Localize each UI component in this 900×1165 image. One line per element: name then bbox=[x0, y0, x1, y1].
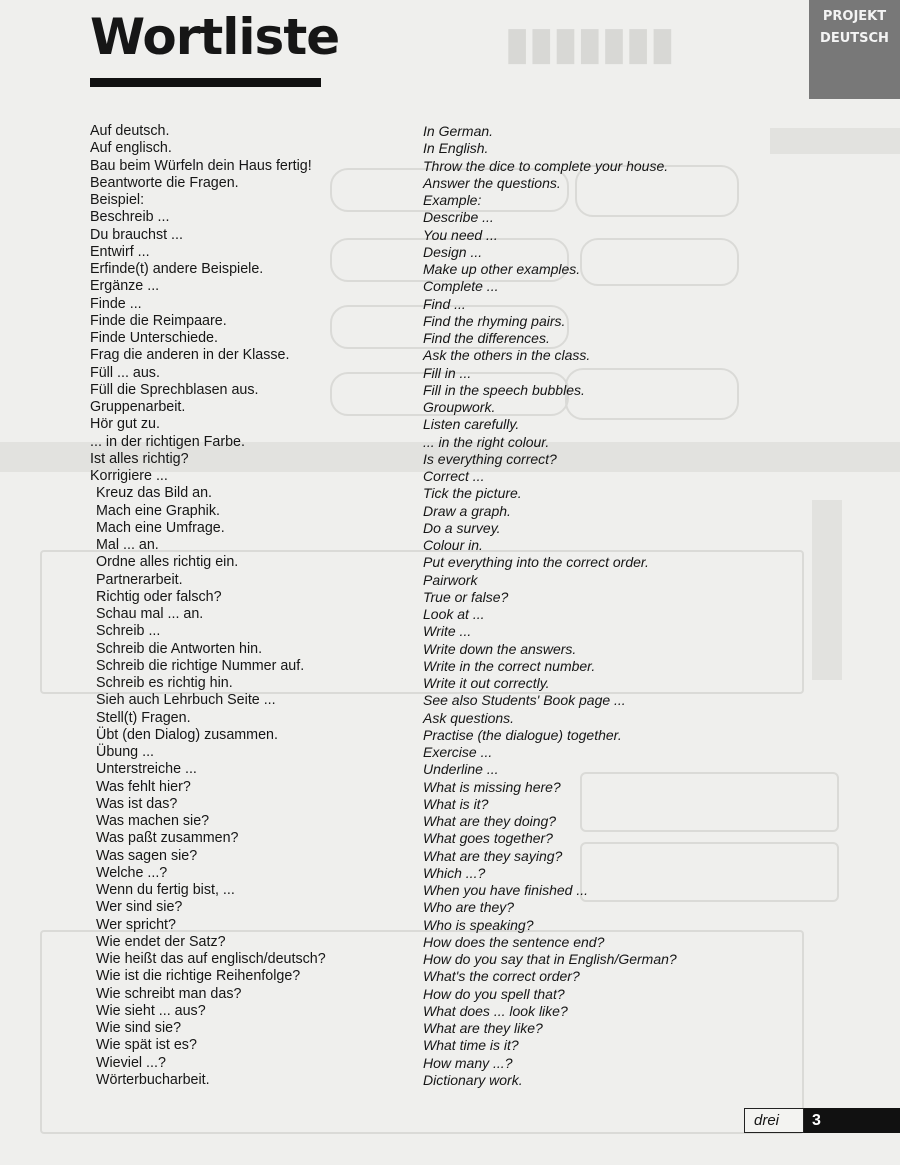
german-phrase: Wörterbucharbeit. bbox=[96, 1071, 210, 1088]
english-translation: How do you spell that? bbox=[423, 985, 565, 1002]
word-row bbox=[0, 675, 900, 692]
page-footer bbox=[744, 1108, 900, 1133]
word-row bbox=[0, 1072, 900, 1089]
english-translation: Correct ... bbox=[423, 468, 485, 484]
word-row bbox=[0, 830, 900, 847]
english-translation: Tick the picture. bbox=[423, 485, 522, 502]
german-phrase: Kreuz das Bild an. bbox=[96, 485, 213, 502]
english-translation: Write ... bbox=[423, 623, 472, 640]
english-translation: ... in the right colour. bbox=[423, 433, 550, 450]
english-translation: What is it? bbox=[423, 795, 489, 812]
word-row bbox=[0, 365, 900, 382]
english-translation: In German. bbox=[423, 123, 494, 139]
english-translation: Draw a graph. bbox=[423, 502, 511, 519]
german-phrase: Gruppenarbeit. bbox=[90, 399, 186, 415]
word-row bbox=[0, 848, 900, 865]
german-phrase: Hör gut zu. bbox=[90, 416, 160, 433]
word-row bbox=[0, 209, 900, 226]
english-translation: Write it out correctly. bbox=[423, 675, 550, 691]
german-phrase: Was paßt zusammen? bbox=[96, 830, 239, 847]
german-phrase: Übung ... bbox=[96, 744, 155, 760]
word-row bbox=[0, 503, 900, 520]
word-row bbox=[0, 520, 900, 537]
word-row bbox=[0, 554, 900, 571]
german-phrase: Übt (den Dialog) zusammen. bbox=[96, 726, 278, 743]
english-translation: Make up other examples. bbox=[423, 261, 581, 277]
english-translation: What goes together? bbox=[423, 830, 553, 847]
word-row bbox=[0, 382, 900, 399]
word-row bbox=[0, 330, 900, 347]
english-translation: Write down the answers. bbox=[423, 640, 577, 657]
word-row bbox=[0, 968, 900, 985]
german-phrase: Mal ... an. bbox=[96, 537, 159, 553]
english-translation: What does ... look like? bbox=[423, 1002, 568, 1019]
german-phrase: Bau beim Würfeln dein Haus fertig! bbox=[90, 157, 312, 174]
section-tab bbox=[809, 0, 900, 99]
german-phrase: Frag die anderen in der Klasse. bbox=[90, 347, 290, 364]
word-row bbox=[0, 451, 900, 468]
word-row bbox=[0, 623, 900, 640]
english-translation: What are they saying? bbox=[423, 847, 563, 864]
page-number-word: drei bbox=[744, 1108, 804, 1133]
english-translation: Complete ... bbox=[423, 278, 499, 295]
word-row bbox=[0, 692, 900, 709]
english-translation: Listen carefully. bbox=[423, 416, 520, 433]
german-phrase: Wenn du fertig bist, ... bbox=[96, 882, 235, 898]
german-phrase: Entwirf ... bbox=[90, 243, 150, 260]
german-phrase: Wie sieht ... aus? bbox=[96, 1002, 206, 1019]
english-translation: Example: bbox=[423, 192, 482, 208]
english-translation: Which ...? bbox=[423, 864, 486, 881]
german-phrase: Was fehlt hier? bbox=[96, 778, 191, 795]
english-translation: See also Students' Book page ... bbox=[423, 692, 626, 709]
english-translation: Colour in. bbox=[423, 537, 483, 553]
english-translation: Exercise ... bbox=[423, 744, 493, 760]
english-translation: Find the differences. bbox=[423, 330, 550, 346]
word-row bbox=[0, 572, 900, 589]
word-row bbox=[0, 227, 900, 244]
english-translation: How many ...? bbox=[423, 1054, 513, 1071]
german-phrase: Du brauchst ... bbox=[90, 226, 183, 243]
word-row bbox=[0, 537, 900, 554]
word-row bbox=[0, 744, 900, 761]
english-translation: What are they doing? bbox=[423, 813, 557, 829]
page-number: 3 bbox=[804, 1108, 900, 1133]
german-phrase: Ergänze ... bbox=[90, 278, 160, 295]
word-row bbox=[0, 158, 900, 175]
show-through-title: ▮▮▮▮▮▮▮ bbox=[505, 19, 675, 68]
german-phrase: Finde Unterschiede. bbox=[90, 330, 218, 346]
english-translation: Is everything correct? bbox=[423, 450, 557, 467]
word-row bbox=[0, 865, 900, 882]
german-phrase: Schreib es richtig hin. bbox=[96, 675, 233, 691]
english-translation: Who are they? bbox=[423, 899, 515, 916]
german-phrase: Korrigiere ... bbox=[90, 468, 168, 484]
german-phrase: Wie ist die richtige Reihenfolge? bbox=[96, 968, 301, 985]
english-translation: Look at ... bbox=[423, 606, 485, 622]
word-row bbox=[0, 416, 900, 433]
word-row bbox=[0, 658, 900, 675]
english-translation: Ask questions. bbox=[423, 709, 515, 726]
word-row bbox=[0, 1055, 900, 1072]
german-phrase: Wie sind sie? bbox=[96, 1020, 182, 1036]
german-phrase: Ist alles richtig? bbox=[90, 450, 189, 467]
german-phrase: Finde ... bbox=[90, 295, 142, 312]
english-translation: Pairwork bbox=[423, 571, 478, 588]
german-phrase: Richtig oder falsch? bbox=[96, 588, 222, 605]
english-translation: Groupwork. bbox=[423, 399, 496, 415]
english-translation: Underline ... bbox=[423, 761, 499, 778]
german-phrase: Wer spricht? bbox=[96, 916, 176, 933]
word-row bbox=[0, 917, 900, 934]
word-row bbox=[0, 399, 900, 416]
german-phrase: Beschreib ... bbox=[90, 209, 170, 226]
german-phrase: Auf deutsch. bbox=[90, 123, 170, 139]
english-translation: Find the rhyming pairs. bbox=[423, 312, 566, 329]
word-row bbox=[0, 779, 900, 796]
german-phrase: Wie spät ist es? bbox=[96, 1037, 197, 1054]
english-translation: When you have finished ... bbox=[423, 882, 588, 898]
word-row bbox=[0, 606, 900, 623]
english-translation: What's the correct order? bbox=[423, 968, 580, 985]
german-phrase: Welche ...? bbox=[96, 864, 168, 881]
english-translation: How do you say that in English/German? bbox=[423, 951, 677, 967]
english-translation: Answer the questions. bbox=[423, 174, 561, 191]
english-translation: What is missing here? bbox=[423, 778, 561, 795]
section-tab-label: PROJEKT DEUTSCH bbox=[820, 9, 889, 46]
word-row bbox=[0, 123, 900, 140]
english-translation: Fill in ... bbox=[423, 364, 472, 381]
german-phrase: Beispiel: bbox=[90, 192, 145, 208]
german-phrase: Unterstreiche ... bbox=[96, 761, 197, 778]
english-translation: Practise (the dialogue) together. bbox=[423, 726, 622, 743]
german-phrase: Wie endet der Satz? bbox=[96, 933, 226, 950]
german-phrase: Was sagen sie? bbox=[96, 847, 198, 864]
word-row bbox=[0, 468, 900, 485]
word-row bbox=[0, 434, 900, 451]
word-row bbox=[0, 192, 900, 209]
german-phrase: Ordne alles richtig ein. bbox=[96, 554, 239, 571]
word-row bbox=[0, 313, 900, 330]
german-phrase: Mach eine Graphik. bbox=[96, 502, 220, 519]
german-phrase: Wieviel ...? bbox=[96, 1054, 166, 1071]
german-phrase: Finde die Reimpaare. bbox=[90, 312, 227, 329]
german-phrase: Schreib die richtige Nummer auf. bbox=[96, 657, 305, 674]
word-row bbox=[0, 175, 900, 192]
english-translation: What are they like? bbox=[423, 1020, 543, 1036]
english-translation: Fill in the speech bubbles. bbox=[423, 381, 585, 398]
word-row bbox=[0, 882, 900, 899]
page-title: Wortliste bbox=[90, 8, 340, 66]
english-translation: What time is it? bbox=[423, 1037, 519, 1054]
german-phrase: Wie schreibt man das? bbox=[96, 985, 242, 1002]
word-row bbox=[0, 278, 900, 295]
word-row bbox=[0, 485, 900, 502]
english-translation: Ask the others in the class. bbox=[423, 347, 591, 364]
word-row bbox=[0, 727, 900, 744]
german-phrase: Was machen sie? bbox=[96, 813, 210, 829]
english-translation: In English. bbox=[423, 140, 489, 157]
german-phrase: Schreib ... bbox=[96, 623, 161, 640]
english-translation: Find ... bbox=[423, 295, 466, 312]
german-phrase: Stell(t) Fragen. bbox=[96, 709, 191, 726]
german-phrase: Was ist das? bbox=[96, 795, 178, 812]
german-phrase: Auf englisch. bbox=[90, 140, 172, 157]
word-row bbox=[0, 761, 900, 778]
word-list bbox=[0, 123, 900, 1089]
german-phrase: Mach eine Umfrage. bbox=[96, 519, 225, 536]
english-translation: Do a survey. bbox=[423, 519, 501, 536]
german-phrase: Füll ... aus. bbox=[90, 364, 160, 381]
english-translation: Dictionary work. bbox=[423, 1071, 523, 1088]
word-row bbox=[0, 1003, 900, 1020]
german-phrase: Erfinde(t) andere Beispiele. bbox=[90, 261, 264, 277]
english-translation: True or false? bbox=[423, 588, 509, 605]
word-row bbox=[0, 986, 900, 1003]
english-translation: Design ... bbox=[423, 243, 483, 260]
german-phrase: Wer sind sie? bbox=[96, 899, 183, 916]
german-phrase: Schau mal ... an. bbox=[96, 606, 204, 622]
english-translation: Throw the dice to complete your house. bbox=[423, 157, 669, 174]
german-phrase: Schreib die Antworten hin. bbox=[96, 640, 263, 657]
english-translation: Describe ... bbox=[423, 209, 494, 226]
german-phrase: Sieh auch Lehrbuch Seite ... bbox=[96, 692, 276, 709]
german-phrase: Beantworte die Fragen. bbox=[90, 174, 239, 191]
word-row bbox=[0, 1020, 900, 1037]
word-row bbox=[0, 899, 900, 916]
word-row bbox=[0, 641, 900, 658]
english-translation: Who is speaking? bbox=[423, 916, 534, 933]
word-row bbox=[0, 296, 900, 313]
english-translation: You need ... bbox=[423, 226, 498, 243]
word-row bbox=[0, 589, 900, 606]
word-row bbox=[0, 140, 900, 157]
german-phrase: Partnerarbeit. bbox=[96, 571, 183, 588]
english-translation: Write in the correct number. bbox=[423, 657, 596, 674]
word-row bbox=[0, 244, 900, 261]
english-translation: How does the sentence end? bbox=[423, 933, 605, 950]
word-row bbox=[0, 347, 900, 364]
german-phrase: Füll die Sprechblasen aus. bbox=[90, 381, 259, 398]
word-row bbox=[0, 951, 900, 968]
word-row bbox=[0, 796, 900, 813]
german-phrase: ... in der richtigen Farbe. bbox=[90, 433, 245, 450]
title-underline bbox=[90, 78, 321, 87]
word-row bbox=[0, 813, 900, 830]
word-row bbox=[0, 934, 900, 951]
german-phrase: Wie heißt das auf englisch/deutsch? bbox=[96, 951, 326, 967]
word-row bbox=[0, 710, 900, 727]
word-row bbox=[0, 1037, 900, 1054]
english-translation: Put everything into the correct order. bbox=[423, 554, 649, 571]
word-row bbox=[0, 261, 900, 278]
